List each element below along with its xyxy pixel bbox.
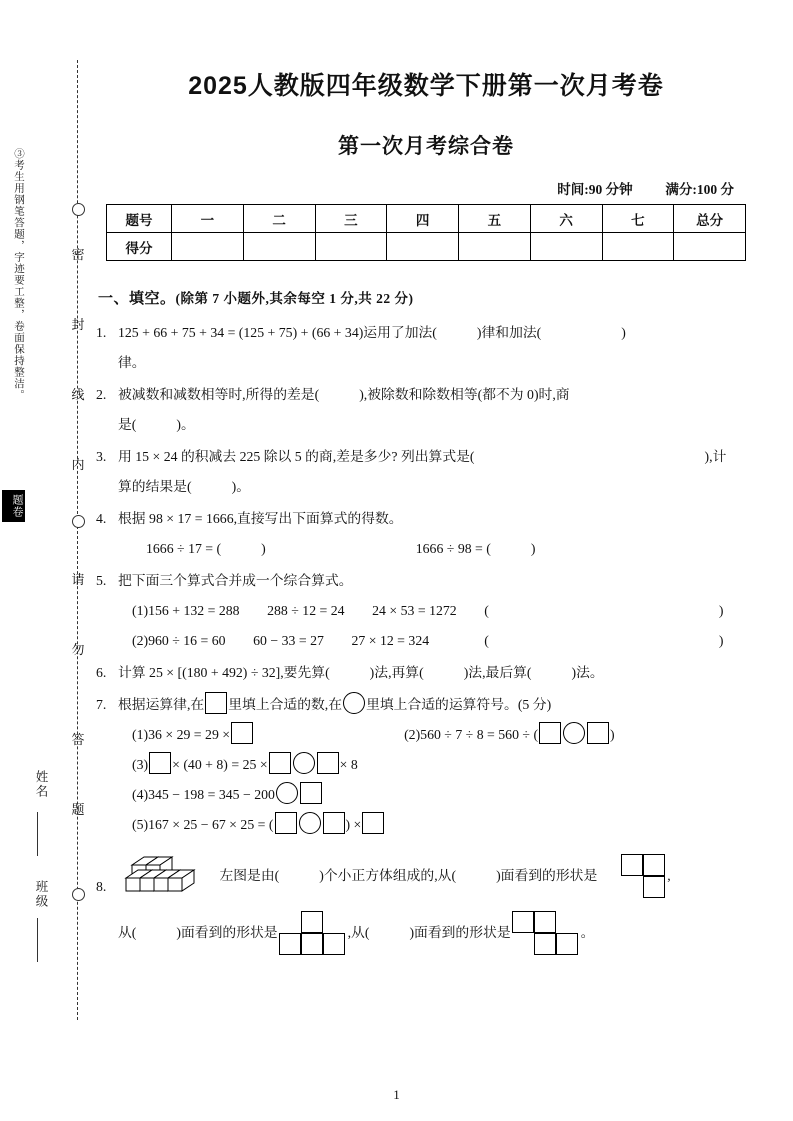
sealing-line-band [30,60,96,1020]
question-text: 律。 [118,355,146,370]
answer-circle[interactable] [563,722,585,744]
seal-char-5: 勿 [71,642,85,657]
question-2 [96,380,756,440]
student-name-label: 姓名 [34,770,48,799]
exam-meta [96,178,734,198]
shape-answer-grid-2[interactable] [280,912,346,956]
score-table-row-head: 得分 [107,233,172,261]
document-body [96,56,756,962]
seal-char-6: 答 [71,732,85,747]
question-text: 左图是由( [219,868,280,883]
question-5 [96,566,756,656]
question-4 [96,504,756,564]
question-text: )律和加法( [476,325,542,340]
answer-box[interactable] [587,722,609,744]
shape-answer-grid-1[interactable] [599,855,665,899]
question-text: )。 [176,417,195,432]
answer-circle[interactable] [293,752,315,774]
question-text: (5)167 × 25 − 67 × 25 = ( [132,817,274,832]
question-3 [96,442,756,502]
question-text: 1666 ÷ 98 = ( [415,541,491,556]
score-table-cell: 二 [243,205,315,233]
score-input-cell[interactable] [674,233,746,261]
question-text: 算的结果是( [118,479,192,494]
seal-circle-bottom [72,888,85,901]
question-text: ) × [345,817,362,832]
table-row [107,233,746,261]
paper-tag: 题卷 [2,490,25,522]
score-table-row-head: 题号 [107,205,172,233]
score-input-cell[interactable] [530,233,602,261]
question-number: 1. [96,325,107,340]
question-text: ) [610,727,615,742]
answer-circle[interactable] [276,782,298,804]
seal-circle-top [72,203,85,216]
question-text: 1666 ÷ 17 = ( [146,541,222,556]
question-text: 计算 25 × [(180 + 492) ÷ 32],要先算( [118,665,330,680]
question-text: × 8 [339,757,358,772]
answer-box[interactable] [231,722,253,744]
question-text: )法,最后算( [463,665,532,680]
question-text: )法。 [571,665,604,680]
section-note: (除第 7 小题外,其余每空 1 分,共 22 分) [175,291,414,306]
question-text: )。 [231,479,250,494]
seal-char-0: 密 [71,247,85,262]
score-table-cell: 总分 [674,205,746,233]
question-text: 把下面三个算式合并成一个综合算式。 [118,573,353,588]
question-text: )面看到的形状是 [496,868,598,883]
answer-box[interactable] [539,722,561,744]
question-text: 是( [118,417,137,432]
question-text: (1)36 × 29 = 29 × [132,727,231,742]
question-text: 125 + 66 + 75 + 34 = (125 + 75) + (66 + 34)运用了加法( [118,325,437,340]
score-input-cell[interactable] [459,233,531,261]
seal-char-2: 线 [71,387,85,402]
question-text: 被减数和减数相等时,所得的差是( [118,387,320,402]
table-row [107,205,746,233]
score-input-cell[interactable] [315,233,387,261]
paper-subtitle: 第一次月考综合卷 [338,134,514,158]
seal-char-7: 题 [71,802,85,817]
question-number: 6. [96,665,107,680]
answer-box[interactable] [362,812,384,834]
exam-full-score: 满分:100 分 [665,182,734,197]
answer-box[interactable] [275,812,297,834]
score-input-cell[interactable] [387,233,459,261]
question-number: 5. [96,573,107,588]
exam-duration: 时间:90 分钟 [557,182,633,197]
score-table-cell: 一 [172,205,244,233]
answer-box[interactable] [149,752,171,774]
question-text: (4)345 − 198 = 345 − 200 [132,787,275,802]
question-6 [96,658,756,688]
answer-box[interactable] [205,692,227,714]
answer-circle[interactable] [299,812,321,834]
section-title: 一、填空。 [98,291,176,307]
question-8 [96,848,756,962]
page-number: 1 [393,1087,400,1102]
question-number: 2. [96,387,107,402]
answer-circle[interactable] [343,692,365,714]
score-table-cell: 五 [459,205,531,233]
question-text: )个小正方体组成的,从( [319,868,457,883]
question-text: (1)156 + 132 = 288 288 ÷ 12 = 24 24 × 53 = 1272 ( [132,603,489,618]
question-1 [96,318,756,378]
question-text: × (40 + 8) = 25 × [172,757,268,772]
score-input-cell[interactable] [172,233,244,261]
class-blank [37,918,38,962]
answer-box[interactable] [300,782,322,804]
question-text: 从( [118,925,137,940]
answer-box[interactable] [269,752,291,774]
question-number: 4. [96,511,107,526]
question-number: 8. [96,879,107,894]
question-text: )面看到的形状是 [409,925,511,940]
question-text: 根据运算律,在 [118,697,205,712]
question-text: 里填上合适的运算符号。(5 分) [366,697,552,712]
score-table-cell: 三 [315,205,387,233]
question-text: 用 15 × 24 的积减去 225 除以 5 的商,差是多少? 列出算式是( [118,449,475,464]
score-table [106,204,746,261]
question-text: (3) [132,757,149,772]
question-text: ) [621,325,626,340]
question-text: (2)960 ÷ 16 = 60 60 − 33 = 27 27 × 12 = 324 ( [132,633,489,648]
question-text: ) [261,541,266,556]
question-text: ,从( [347,925,370,940]
question-7 [96,690,756,840]
shape-answer-grid-3[interactable] [513,912,579,956]
answer-box[interactable] [317,752,339,774]
seal-char-3: 内 [71,457,85,472]
seal-char-1: 封 [71,317,85,332]
question-text: )面看到的形状是 [176,925,278,940]
question-text: ) [530,541,536,556]
question-text: 。 [580,925,595,940]
question-text: )法,再算( [369,665,424,680]
section-heading-fill-blanks [98,287,756,308]
question-number: 7. [96,697,107,712]
score-input-cell[interactable] [602,233,674,261]
question-text: , [667,868,671,883]
exam-instruction-note: ③考生用钢笔答题，字迹要工整，卷面保持整洁。 [13,148,24,401]
score-table-cell: 四 [387,205,459,233]
question-text: ),计 [704,449,727,464]
seal-char-4: 请 [71,572,85,587]
seal-circle-middle [72,515,85,528]
question-text: ) [718,603,724,618]
question-text: ),被除数和除数相等(都不为 0)时,商 [359,387,570,402]
question-text: 根据 98 × 17 = 1666,直接写出下面算式的得数。 [118,511,403,526]
question-text: (2)560 ÷ 7 ÷ 8 = 560 ÷ ( [404,727,539,742]
class-label: 班级 [34,880,48,909]
score-input-cell[interactable] [243,233,315,261]
question-number: 3. [96,449,107,464]
page-title: 2025人教版四年级数学下册第一次月考卷 [188,72,664,100]
student-name-blank [37,812,38,856]
answer-box[interactable] [323,812,345,834]
score-table-cell: 七 [602,205,674,233]
score-table-cell: 六 [530,205,602,233]
question-text: 里填上合适的数,在 [228,697,343,712]
question-text: ) [718,633,724,648]
cube-stack-figure [118,851,210,903]
